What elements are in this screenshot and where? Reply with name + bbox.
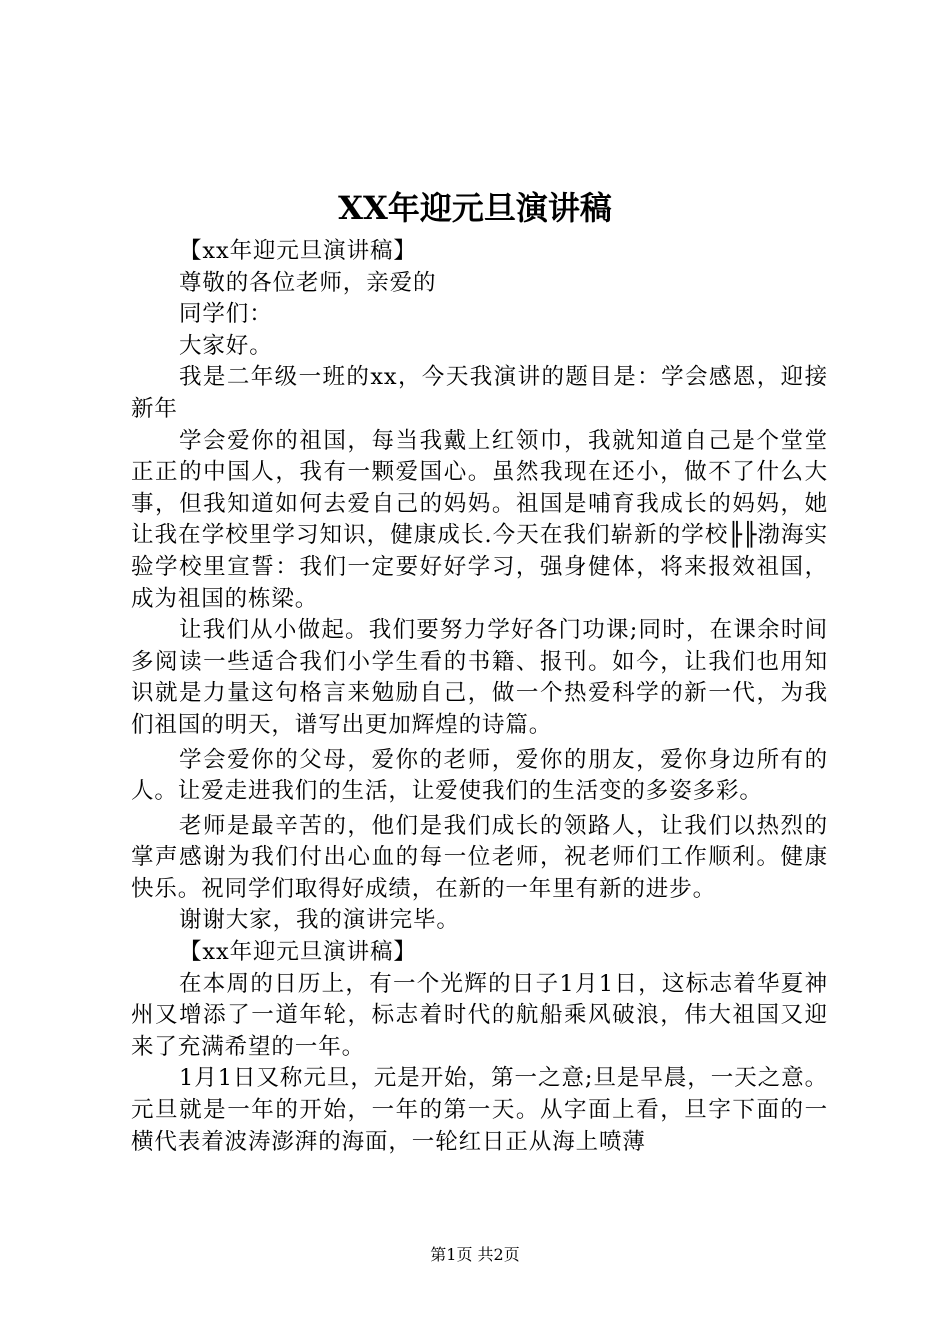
paragraph: 谢谢大家，我的演讲完毕。 <box>179 907 460 934</box>
paragraph: 学会爱你的父母，爱你的老师，爱你的朋友，爱你身边所有的人。让爱走进我们的生活，让爱使我们的生活变的多姿多彩。 <box>131 746 828 805</box>
document-title: XX年迎元旦演讲稿 <box>338 189 612 227</box>
paragraph: 尊敬的各位老师，亲爱的 <box>179 269 437 296</box>
paragraph: 老师是最辛苦的，他们是我们成长的领路人，让我们以热烈的掌声感谢为我们付出心血的每一位老师，祝老师们工作顺利。健康快乐。祝同学们取得好成绩，在新的一年里有新的进步。 <box>131 812 828 902</box>
paragraph: 【xx年迎元旦演讲稿】 <box>179 939 417 966</box>
document-body <box>131 236 828 1158</box>
page-footer: 第1页 共2页 <box>430 1245 520 1264</box>
paragraph: 学会爱你的祖国，每当我戴上红领巾，我就知道自己是个堂堂正正的中国人，我有一颗爱国心。虽然我现在还小，做不了什么大事，但我知道如何去爱自己的妈妈。祖国是哺育我成长的妈妈，她让我在学校里学习知识，健康成长.今天在我们崭新的学校╟╟渤海实验学校里宣誓：我们一定要好好学习，强身健体，将来报效祖国，成为祖国的栋梁。 <box>131 427 828 612</box>
paragraph: 让我们从小做起。我们要努力学好各门功课;同时，在课余时间多阅读一些适合我们小学生看的书籍、报刊。如今，让我们也用知识就是力量这句格言来勉励自己，做一个热爱科学的新一代，为我们祖国的明天，谱写出更加辉煌的诗篇。 <box>131 617 828 738</box>
paragraph: 【xx年迎元旦演讲稿】 <box>179 238 417 264</box>
paragraph: 同学们： <box>179 301 273 328</box>
paragraph: 我是二年级一班的xx，今天我演讲的题目是：学会感恩，迎接新年 <box>131 364 828 422</box>
paragraph: 在本周的日历上，有一个光辉的日子1月1日，这标志着华夏神州又增添了一道年轮，标志着时代的航船乘风破浪，伟大祖国又迎来了充满希望的一年。 <box>131 970 828 1060</box>
paragraph: 大家好。 <box>179 332 273 359</box>
paragraph: 1月1日又称元旦，元是开始，第一之意;旦是早晨，一天之意。元旦就是一年的开始，一年的第一天。从字面上看，旦字下面的一横代表着波涛澎湃的海面，一轮红日正从海上喷薄 <box>131 1065 828 1155</box>
